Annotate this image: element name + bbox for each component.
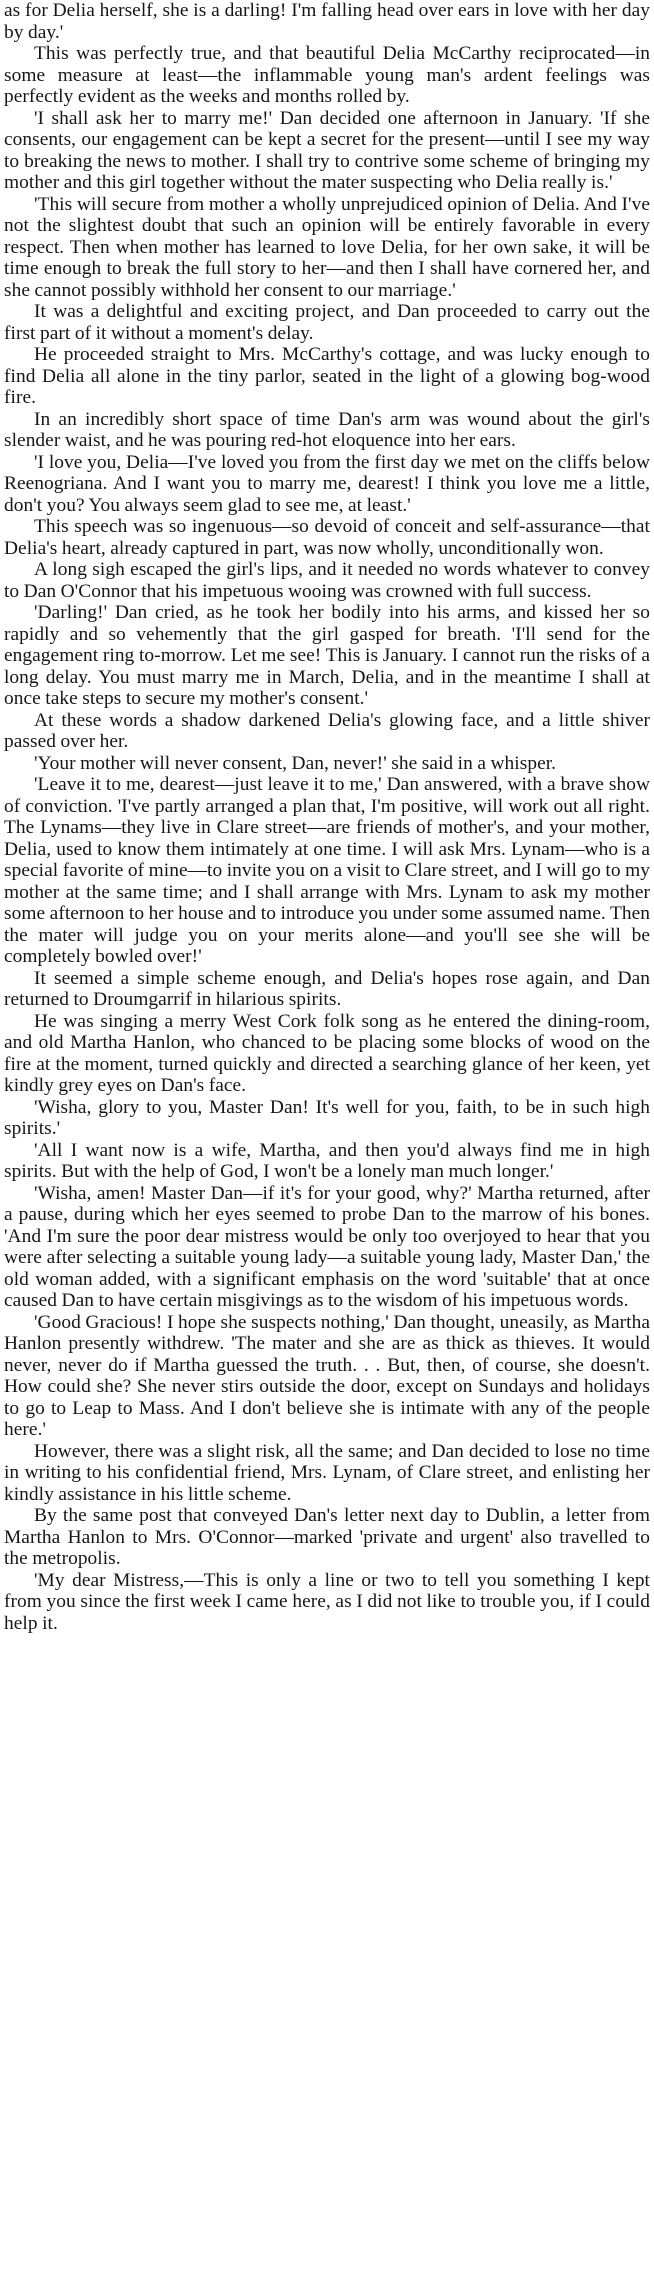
paragraph: 'Wisha, glory to you, Master Dan! It's well for you, faith, to be in such high spirits.' bbox=[4, 1096, 650, 1139]
paragraph: 'I shall ask her to marry me!' Dan decided one afternoon in January. 'If she consents, our engagement can be kept a secret for the present—until I see my way to breaking the news to mother. I shall try to contrive some scheme of bringing my mother and this girl together without the mater suspecting who Delia really is.' bbox=[4, 107, 650, 193]
paragraph: 'I love you, Delia—I've loved you from the first day we met on the cliffs below Reenogriana. And I want you to marry me, dearest! I think you love me a little, don't you? You always seem glad to see me, at least.' bbox=[4, 451, 650, 516]
paragraph: He proceeded straight to Mrs. McCarthy's cottage, and was lucky enough to find Delia all alone in the tiny parlor, seated in the light of a glowing bog-wood fire. bbox=[4, 344, 650, 408]
paragraph: In an incredibly short space of time Dan's arm was wound about the girl's slender waist, and he was pouring red-hot eloquence into her ears. bbox=[4, 408, 650, 451]
paragraph: 'Good Gracious! I hope she suspects nothing,' Dan thought, uneasily, as Martha Hanlon presently withdrew. 'The mater and she are as thick as thieves. It would never, never do if Martha guessed the truth. . . But, then, of course, she doesn't. How could she? She never stirs outside the door, except on Sundays and holidays to go to Leap to Mass. And I don't believe she is intimate with any of the people here.' bbox=[4, 1311, 650, 1440]
paragraph: This speech was so ingenuous—so devoid of conceit and self-assurance—that Delia's heart, already captured in part, was now wholly, unconditionally won. bbox=[4, 516, 650, 559]
paragraph: 'Wisha, amen! Master Dan—if it's for your good, why?' Martha returned, after a pause, during which her eyes seemed to probe Dan to the marrow of his bones. 'And I'm sure the poor dear mistress would be only too overjoyed to hear that you were after selecting a suitable young lady—a suitable young lady, Master Dan,' the old woman added, with a significant emphasis on the word 'suitable' that at once caused Dan to have certain misgivings as to the wisdom of his impetuous words. bbox=[4, 1182, 650, 1311]
paragraph: However, there was a slight risk, all the same; and Dan decided to lose no time in writing to his confidential friend, Mrs. Lynam, of Clare street, and enlisting her kindly assistance in his little scheme. bbox=[4, 1440, 650, 1505]
paragraph: At these words a shadow darkened Delia's glowing face, and a little shiver passed over her. bbox=[4, 709, 650, 752]
paragraph: It was a delightful and exciting project, and Dan proceeded to carry out the first part of it without a moment's delay. bbox=[4, 301, 650, 344]
paragraph: He was singing a merry West Cork folk song as he entered the dining-room, and old Martha Hanlon, who chanced to be placing some blocks of wood on the fire at the moment, turned quickly and directed a searching glance of her keen, yet kindly grey eyes on Dan's face. bbox=[4, 1010, 650, 1096]
paragraph: as for Delia herself, she is a darling! I'm falling head over ears in love with her day by day.' bbox=[4, 0, 650, 43]
paragraph: A long sigh escaped the girl's lips, and it needed no words whatever to convey to Dan O'Connor that his impetuous wooing was crowned with full success. bbox=[4, 559, 650, 602]
paragraph: 'This will secure from mother a wholly unprejudiced opinion of Delia. And I've not the slightest doubt that such an opinion will be entirely favorable in every respect. Then when mother has learned to love Delia, for her own sake, it will be time enough to break the full story to her—and then I shall have cornered her, and she cannot possibly withhold her consent to our marriage.' bbox=[4, 193, 650, 301]
paragraph: 'All I want now is a wife, Martha, and then you'd always find me in high spirits. But with the help of God, I won't be a lonely man much longer.' bbox=[4, 1139, 650, 1182]
paragraph: By the same post that conveyed Dan's letter next day to Dublin, a letter from Martha Hanlon to Mrs. O'Connor—marked 'private and urgent' also travelled to the metropolis. bbox=[4, 1505, 650, 1569]
paragraph: This was perfectly true, and that beautiful Delia McCarthy reciprocated—in some measure at least—the inflammable young man's ardent feelings was perfectly evident as the weeks and months rolled by. bbox=[4, 43, 650, 107]
paragraph: 'Darling!' Dan cried, as he took her bodily into his arms, and kissed her so rapidly and so vehemently that the girl gasped for breath. 'I'll send for the engagement ring to-morrow. Let me see! This is January. I cannot run the risks of a long delay. You must marry me in March, Delia, and in the meantime I shall at once take steps to secure my mother's consent.' bbox=[4, 602, 650, 709]
paragraph: 'Leave it to me, dearest—just leave it to me,' Dan answered, with a brave show of conviction. 'I've partly arranged a plan that, I'm positive, will work out all right. The Lynams—they live in Clare street—are friends of mother's, and your mother, Delia, used to know them intimately at one time. I will ask Mrs. Lynam—who is a special favorite of mine—to invite you on a visit to Clare street, and I will go to my mother at the same time; and I shall arrange with Mrs. Lynam to ask my mother some afternoon to her house and to introduce you under some assumed name. Then the mater will judge you on your merits alone—and you'll see she will be completely bowled over!' bbox=[4, 774, 650, 967]
paragraph: 'Your mother will never consent, Dan, never!' she said in a whisper. bbox=[34, 752, 557, 774]
paragraph: It seemed a simple scheme enough, and Delia's hopes rose again, and Dan returned to Droumgarrif in hilarious spirits. bbox=[4, 967, 650, 1010]
paragraph: 'My dear Mistress,—This is only a line or two to tell you something I kept from you since the first week I came here, as I did not like to trouble you, if I could help it. bbox=[4, 1569, 650, 1634]
